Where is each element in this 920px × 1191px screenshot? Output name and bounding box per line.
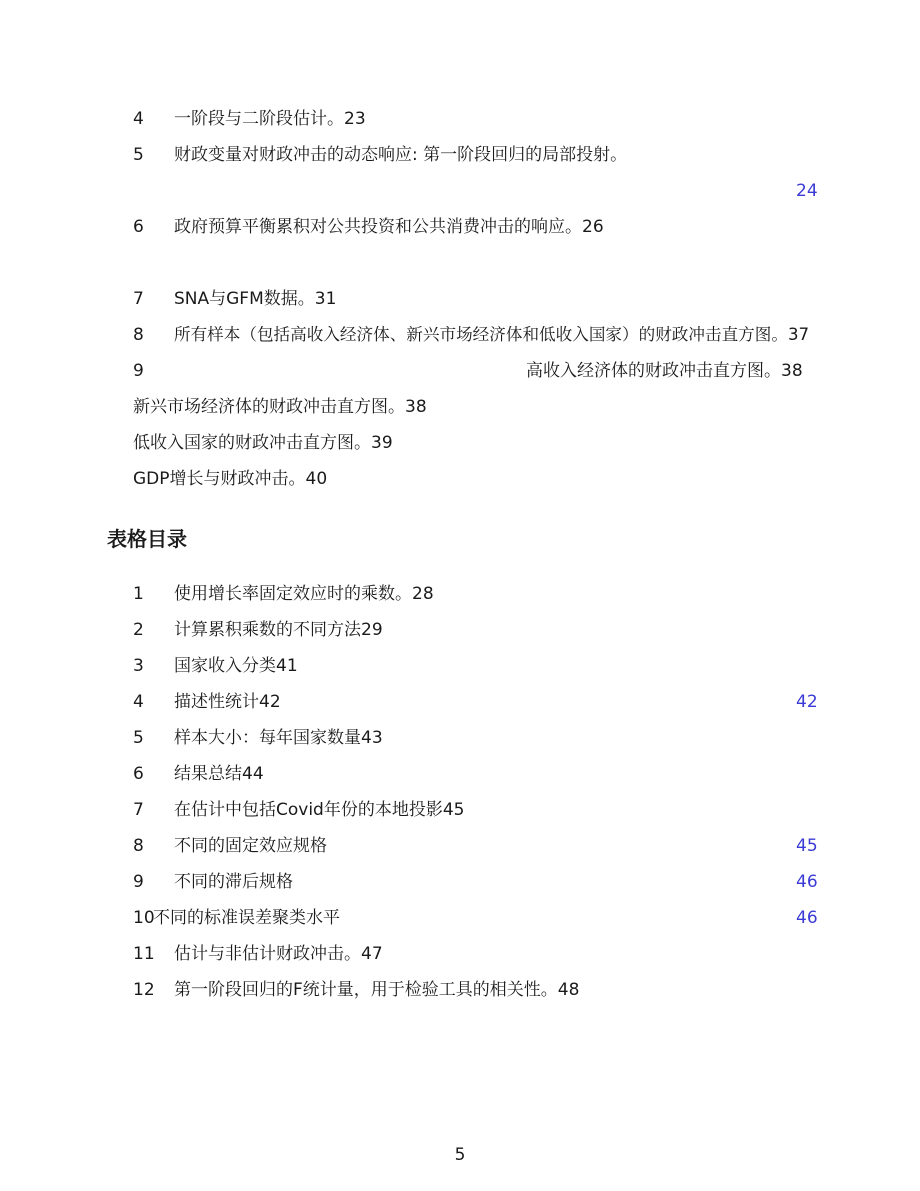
figure-entry[interactable]: 高收入经济体的财政冲击直方图。38 — [526, 361, 803, 381]
table-entry[interactable]: 样本大小：每年国家数量43 — [174, 728, 383, 748]
figure-entry[interactable]: 低收入国家的财政冲击直方图。39 — [133, 433, 393, 453]
table-number: 2 — [133, 620, 144, 640]
table-entry[interactable]: 不同的固定效应规格 — [174, 836, 327, 856]
figure-number: 4 — [133, 109, 144, 129]
table-number: 6 — [133, 764, 144, 784]
table-entry[interactable]: 结果总结44 — [174, 764, 264, 784]
figure-number: 6 — [133, 217, 144, 237]
tables-heading: 表格目录 — [107, 527, 187, 551]
table-page-link[interactable]: 46 — [796, 872, 818, 892]
table-number: 3 — [133, 656, 144, 676]
table-number: 10 — [133, 908, 155, 928]
table-number: 12 — [133, 980, 155, 1000]
table-entry[interactable]: 不同的标准误差聚类水平 — [153, 908, 340, 928]
table-entry[interactable]: 估计与非估计财政冲击。47 — [174, 944, 383, 964]
figure-number: 9 — [133, 361, 144, 381]
figure-entry[interactable]: 政府预算平衡累积对公共投资和公共消费冲击的响应。26 — [174, 217, 604, 237]
table-entry[interactable]: 计算累积乘数的不同方法29 — [174, 620, 383, 640]
table-entry[interactable]: 不同的滞后规格 — [174, 872, 293, 892]
table-entry[interactable]: 使用增长率固定效应时的乘数。28 — [174, 584, 434, 604]
table-page-link[interactable]: 45 — [796, 836, 818, 856]
figure-entry[interactable]: GDP增长与财政冲击。40 — [133, 469, 328, 489]
table-entry[interactable]: 第一阶段回归的F统计量，用于检验工具的相关性。48 — [174, 980, 580, 1000]
table-page-link[interactable]: 42 — [796, 692, 818, 712]
figure-number: 5 — [133, 145, 144, 165]
table-number: 11 — [133, 944, 155, 964]
table-entry[interactable]: 国家收入分类41 — [174, 656, 298, 676]
figure-entry[interactable]: SNA与GFM数据。31 — [174, 289, 337, 309]
figure-entry[interactable]: 所有样本（包括高收入经济体、新兴市场经济体和低收入国家）的财政冲击直方图。37 — [174, 325, 810, 344]
figure-entry[interactable]: 一阶段与二阶段估计。23 — [174, 109, 366, 129]
table-number: 4 — [133, 692, 144, 712]
figure-number: 8 — [133, 325, 144, 345]
table-number: 7 — [133, 800, 144, 820]
figure-entry[interactable]: 新兴市场经济体的财政冲击直方图。38 — [133, 397, 427, 417]
figure-entry[interactable]: 财政变量对财政冲击的动态响应: 第一阶段回归的局部投射。 — [174, 145, 628, 165]
figure-number: 7 — [133, 289, 144, 309]
table-number: 9 — [133, 872, 144, 892]
table-number: 5 — [133, 728, 144, 748]
table-page-link[interactable]: 46 — [796, 908, 818, 928]
table-number: 1 — [133, 584, 144, 604]
table-entry[interactable]: 在估计中包括Covid年份的本地投影45 — [174, 800, 465, 820]
table-entry[interactable]: 描述性统计42 — [174, 692, 281, 712]
table-number: 8 — [133, 836, 144, 856]
figure-page-link[interactable]: 24 — [796, 181, 818, 201]
page-number: 5 — [454, 1145, 466, 1165]
